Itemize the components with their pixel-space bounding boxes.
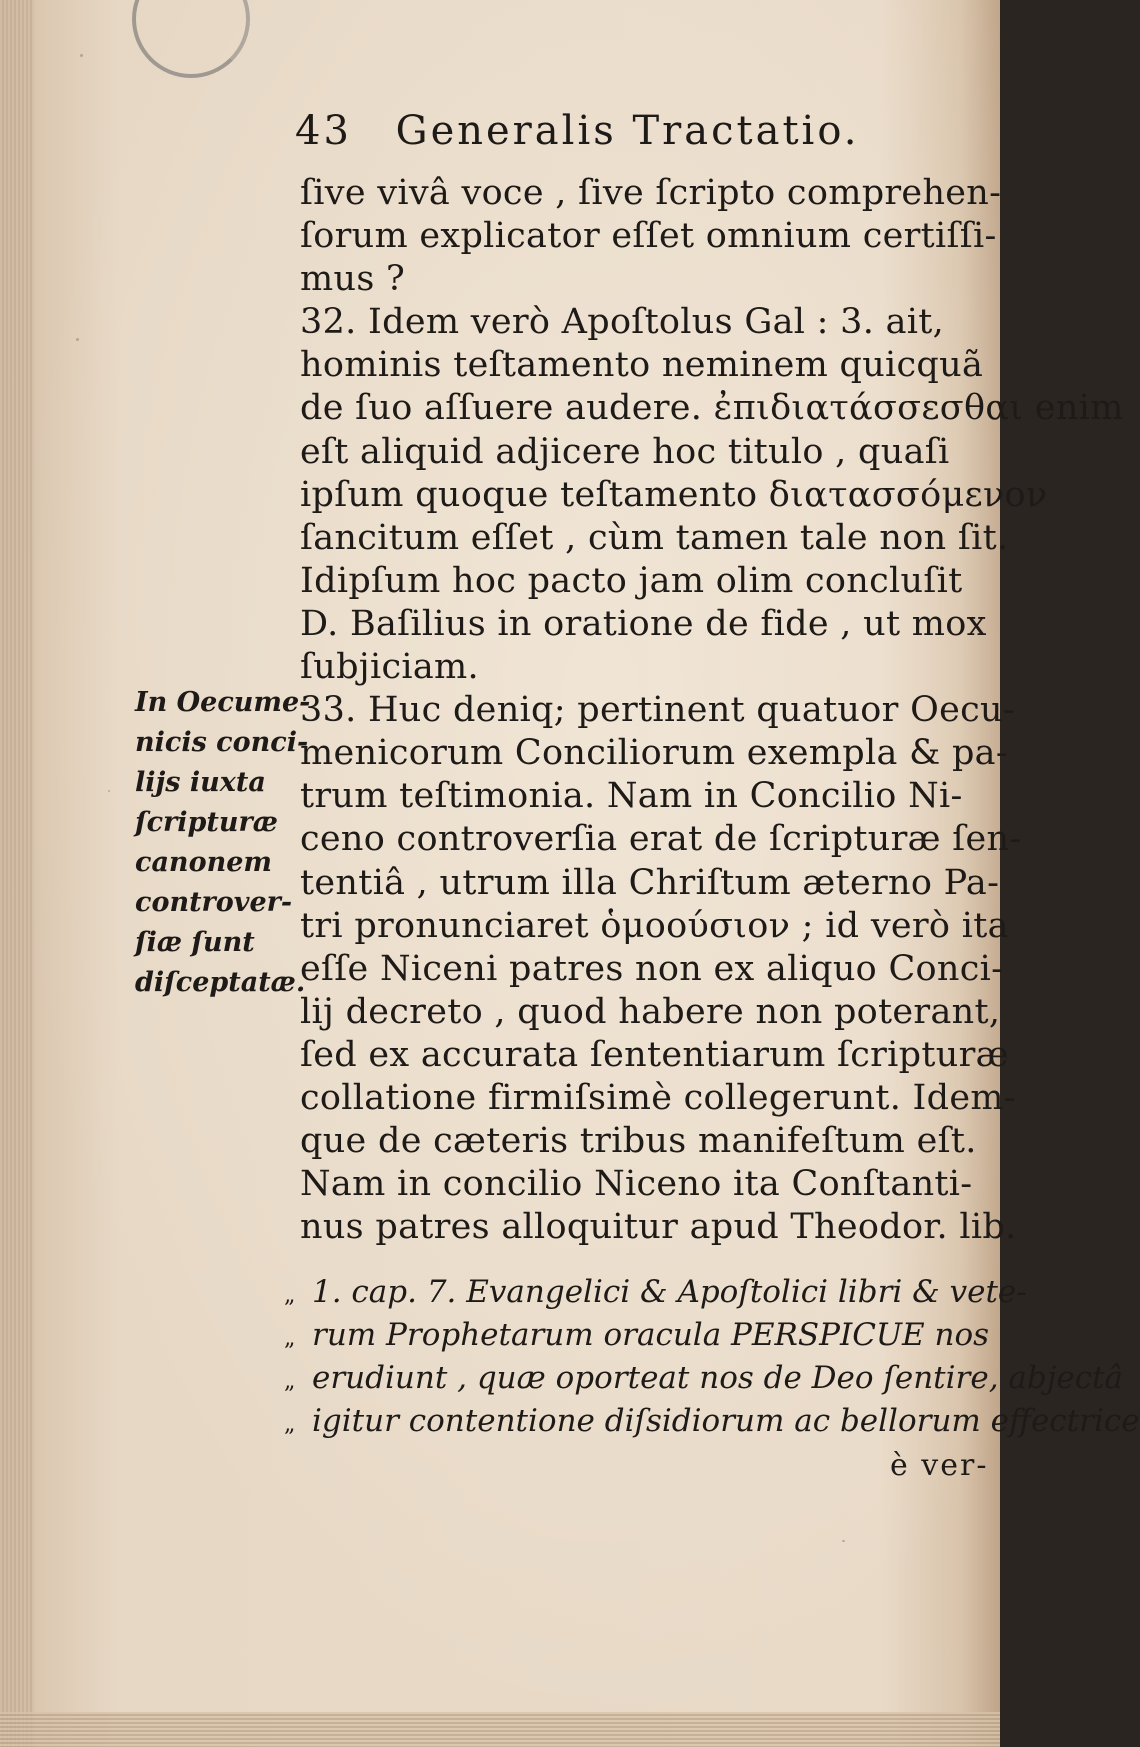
text-line: tri pronunciaret ὁμοούσιον ; id verò ita	[300, 905, 1009, 946]
quote-text: rum Prophetarum oracula PERSPICUE nos	[312, 1317, 990, 1353]
main-text	[300, 172, 1124, 1249]
page-number: 43	[295, 108, 352, 154]
text-line: ſubjiciam.	[300, 647, 479, 688]
quote-line	[284, 1314, 1004, 1357]
text-line: Nam in concilio Niceno ita Conſtanti-	[300, 1164, 973, 1205]
page-edge-left	[0, 0, 34, 1747]
text-line: trum teſtimonia. Nam in Concilio Ni-	[300, 776, 963, 817]
margin-note-line: ſiæ ſunt	[135, 927, 255, 958]
text-line: hominis teſtamento neminem quicquã	[300, 345, 984, 386]
margin-note-line: controver-	[135, 887, 293, 918]
quote-line	[284, 1271, 1027, 1314]
margin-note-line: In Oecume-	[135, 687, 311, 718]
quote-line	[284, 1357, 1123, 1400]
text-line: ſancitum eſſet , cùm tamen tale non ſit.	[300, 517, 1009, 558]
text-line: eſt aliquid adjicere hoc titulo , quaſi	[300, 431, 950, 472]
text-line: lij decreto , quod habere non poterant,	[300, 991, 1001, 1032]
margin-note-line: nicis conci-	[135, 727, 309, 758]
text-line: Idipſum hoc pacto jam olim concluſit	[300, 560, 963, 601]
text-line: ſed ex accurata ſententiarum ſcripturæ	[300, 1034, 1009, 1075]
quote-mark: „	[284, 1283, 296, 1308]
catchword: è ver-	[890, 1448, 989, 1483]
quote-text: erudiunt , quæ oporteat nos de Deo ſentire, abjectâ	[312, 1360, 1123, 1396]
paper-speck	[842, 1540, 845, 1542]
text-line: mus ?	[300, 259, 406, 300]
text-line: eſſe Niceni patres non ex aliquo Conci-	[300, 948, 1004, 989]
margin-note-line: ſcripturæ	[135, 807, 278, 838]
text-line: collatione firmiſsimè collegerunt. Idem-	[300, 1077, 1017, 1118]
text-line: menicorum Conciliorum exempla & pa-	[300, 733, 1008, 774]
page-header	[295, 108, 975, 168]
page-edge-bottom	[0, 1712, 1000, 1747]
text-line: nus patres alloquitur apud Theodor. lib.	[300, 1207, 1017, 1248]
margin-note	[135, 683, 311, 1003]
margin-note-line: canonem	[135, 847, 272, 878]
text-line: ſorum explicator eſſet omnium certiſſi-	[300, 216, 997, 257]
text-line: 33. Huc deniq; pertinent quatuor Oecu-	[300, 690, 1015, 731]
text-line: ipſum quoque teſtamento διατασσόμενον	[300, 474, 1048, 515]
text-line: de ſuo aſſuere audere. ἐπιδιατάσσεσθαι enim	[300, 388, 1124, 429]
paper-clip-icon	[132, 0, 250, 78]
text-line: ſive vivâ voce , ſive ſcripto comprehen-	[300, 173, 1002, 213]
text-line: 32. Idem verò Apoſtolus Gal : 3. ait,	[300, 302, 945, 343]
quote-mark: „	[284, 1412, 296, 1437]
quote-text: 1. cap. 7. Evangelici & Apoſtolici libri & vete-	[312, 1274, 1027, 1310]
paper-speck	[80, 54, 83, 57]
text-line: D. Baſilius in oratione de fide , ut mox	[300, 603, 987, 644]
text-line: ceno controverſia erat de ſcripturæ ſen-	[300, 819, 1022, 860]
quotation-block	[284, 1271, 1140, 1443]
quote-line	[284, 1400, 1140, 1443]
quote-mark: „	[284, 1369, 296, 1394]
running-title: Generalis Tractatio.	[395, 108, 860, 154]
quote-mark: „	[284, 1326, 296, 1351]
text-line: que de cæteris tribus manifeſtum eſt.	[300, 1121, 977, 1162]
paper-speck	[76, 338, 79, 341]
quote-text: igitur contentione diſsidiorum ac bellorum effectrice	[312, 1403, 1140, 1439]
text-line: tentiâ , utrum illa Chriſtum æterno Pa-	[300, 862, 1000, 903]
margin-note-line: lijs iuxta	[135, 767, 266, 798]
margin-note-line: diſceptatæ.	[135, 967, 306, 998]
paper-speck	[108, 790, 110, 792]
